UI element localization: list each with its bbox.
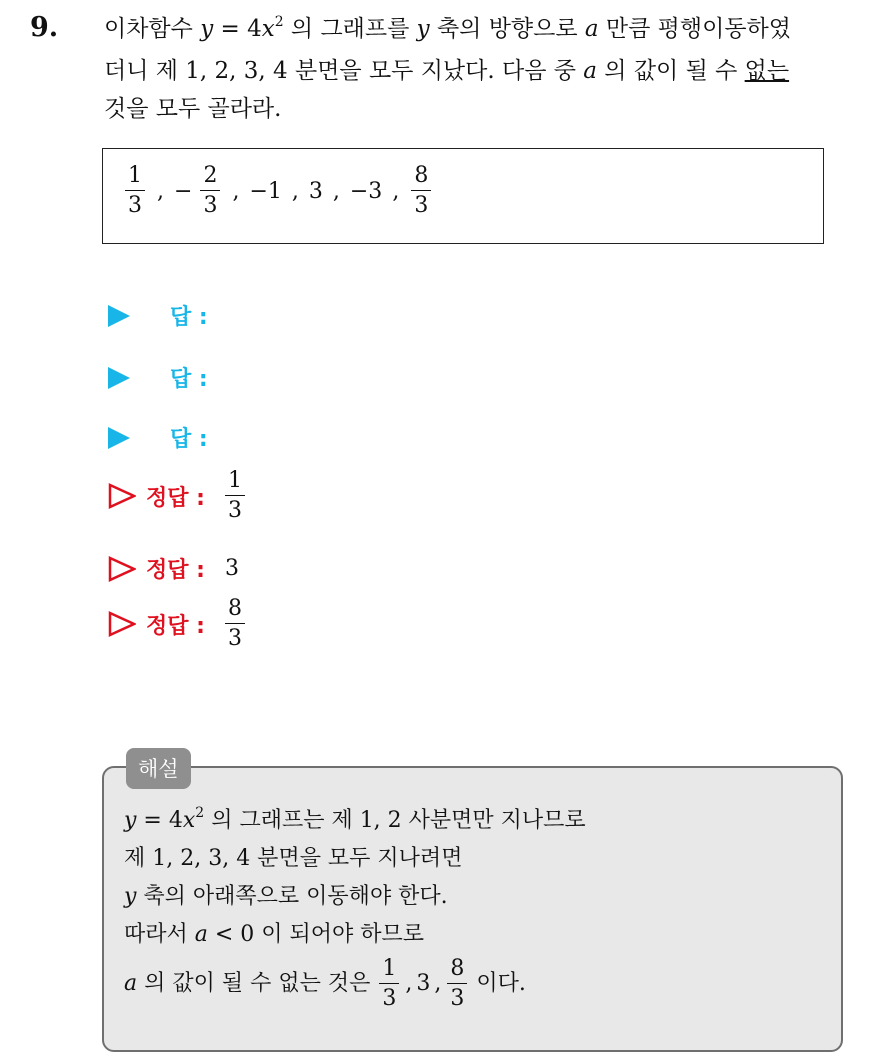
- answer-label: 답 :: [170, 367, 208, 392]
- outline-triangle-icon: [108, 611, 136, 637]
- answer-row-2[interactable]: [108, 362, 208, 393]
- correct-fraction-1: $\frac{1}{3}$: [225, 470, 245, 522]
- correct-label: 정답 :: [146, 485, 205, 511]
- choice-sign: −: [174, 178, 193, 204]
- correct-label: 정답 :: [146, 558, 205, 583]
- correct-fraction-3: $\frac{8}{3}$: [225, 598, 245, 650]
- choice-fraction-6: $\frac{8}{3}$: [411, 165, 431, 217]
- solution-line-3: y 축의 아래쪽으로 이동해야 한다.: [124, 884, 448, 909]
- correct-value-2: 3: [224, 556, 239, 581]
- play-triangle-icon: [108, 367, 130, 389]
- question-number: 9.: [30, 12, 59, 43]
- choice-5: −3: [349, 178, 383, 204]
- outline-triangle-icon: [108, 483, 136, 509]
- underlined-word: 없는: [744, 58, 790, 84]
- solution-tag: 해설: [126, 748, 191, 789]
- correct-answer-row-1: [108, 470, 247, 522]
- play-triangle-icon: [108, 427, 130, 449]
- question-line-1: 이차함수 $y = 4x^2$ 의 그래프를 y 축의 방향으로 a 만큼 평행이동하였: [104, 14, 791, 42]
- choice-fraction-2: $\frac{2}{3}$: [200, 165, 220, 217]
- choice-4: 3: [308, 178, 323, 204]
- answer-label: 답 :: [170, 305, 208, 330]
- question-line-2: 더니 제 1, 2, 3, 4 분면을 모두 지났다. 다음 중 a 의 값이 될 수 없는: [104, 58, 790, 84]
- question-line-3: 것을 모두 골라라.: [104, 96, 282, 122]
- choice-3: −1: [249, 178, 282, 204]
- choice-fraction-1: $\frac{1}{3}$: [125, 165, 145, 217]
- choice-list: $\frac{1}{3}$ , − $\frac{2}{3}$ , −1 , 3 , −3 , $\frac{8}{3}$: [123, 165, 433, 217]
- correct-label: 정답 :: [146, 613, 205, 639]
- solution-line-4: 따라서 a < 0 이 되어야 하므로: [124, 922, 425, 947]
- solution-line-5: a 의 값이 될 수 없는 것은 $\frac{1}{3}$ , 3 , $\frac{8}{3}$ 이다.: [124, 956, 526, 1011]
- answer-label: 답 :: [170, 427, 208, 452]
- correct-answer-row-3: [108, 598, 247, 650]
- correct-answer-row-2: [108, 553, 239, 584]
- solution-fraction-2: $\frac{8}{3}$: [447, 958, 467, 1010]
- solution-line-2: 제 1, 2, 3, 4 분면을 모두 지나려면: [124, 846, 463, 871]
- solution-fraction-1: $\frac{1}{3}$: [379, 958, 399, 1010]
- answer-row-3[interactable]: [108, 422, 208, 453]
- solution-line-1: $y = 4x^2$ 의 그래프는 제 1, 2 사분면만 지나므로: [124, 805, 586, 833]
- choice-box: [102, 148, 824, 244]
- play-triangle-icon: [108, 305, 130, 327]
- outline-triangle-icon: [108, 556, 136, 582]
- answer-row-1[interactable]: [108, 300, 208, 331]
